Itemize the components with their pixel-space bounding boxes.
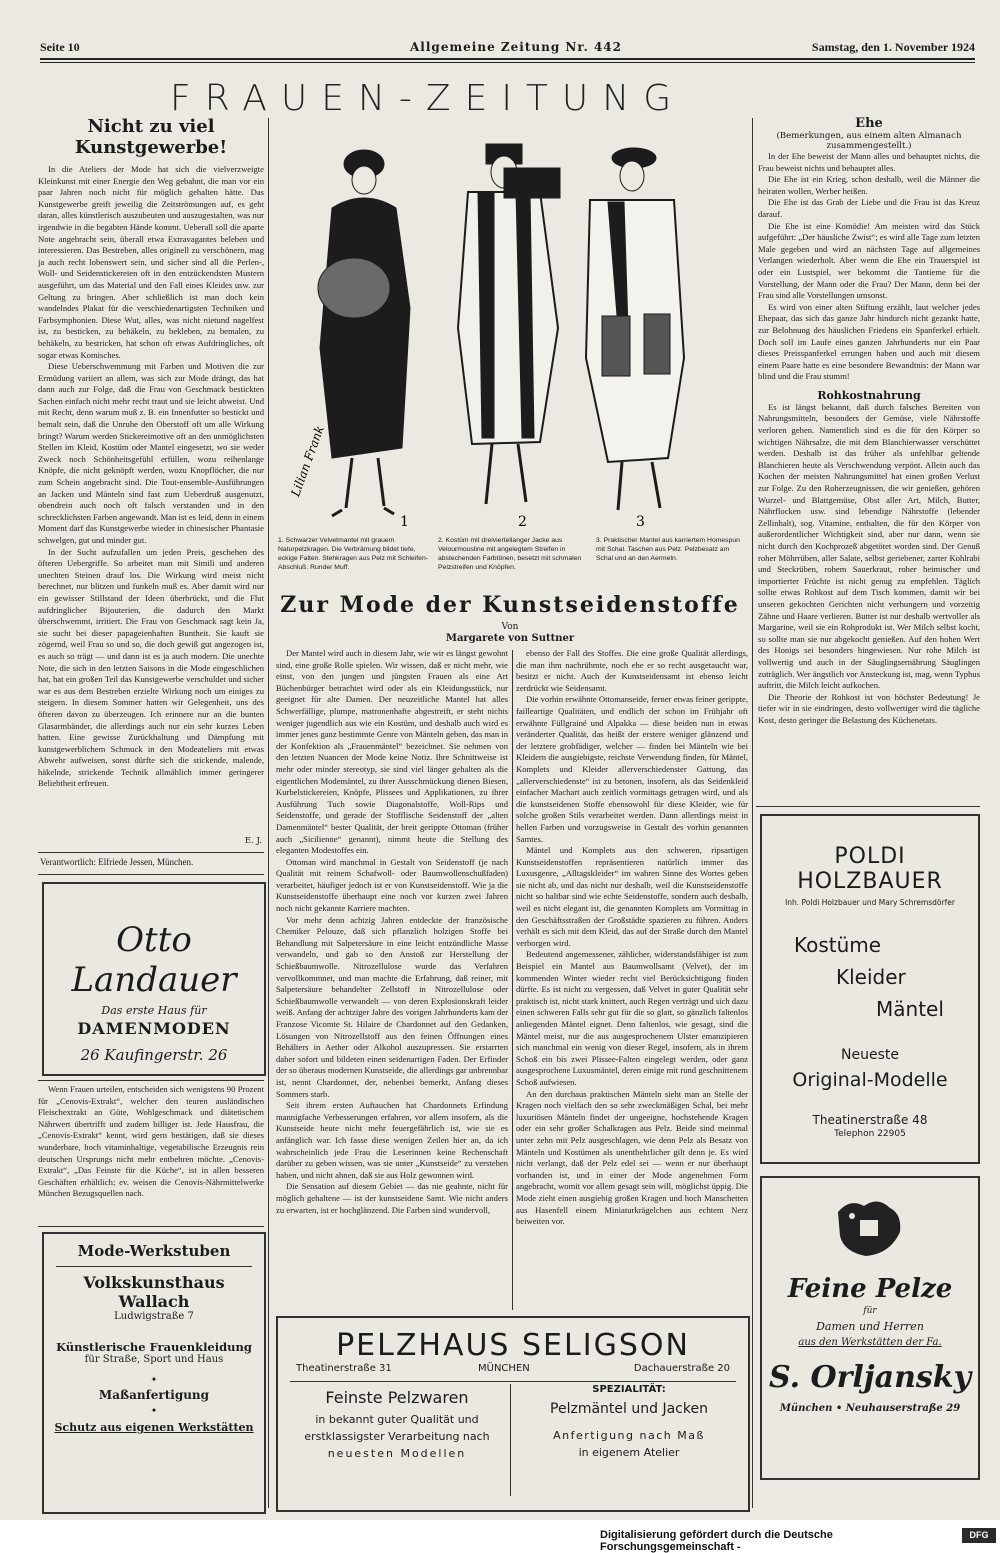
ad-line: Schutz aus eigenen Werkstätten bbox=[54, 1421, 254, 1434]
right-article2-body bbox=[758, 402, 980, 727]
column-rule-middle bbox=[512, 650, 513, 1310]
right-article2-title: Rohkostnahrung bbox=[817, 388, 921, 402]
paragraph: Die Ehe ist eine Komödie! Am meisten wird das Stück aufgeführt: „Der häusliche Zwist“; es wird alle Tage zum letzten Male gegeben und wird an nächsten Tage auf allgemeines Verlangen wiederholt. Aber wenn die Ehe ein Trauerspiel ist oder ein Lustspiel, wer bekommt die Tantieme für die Vorstellung, der Mann oder die Frau? Der Mann, denn bei der Frau sind alle Vorstellungen umsonst. bbox=[758, 220, 980, 301]
star-ornament: ✦ bbox=[150, 1375, 158, 1384]
ad-city: MÜNCHEN bbox=[478, 1363, 530, 1374]
illustrator-signature: Lilian Frank bbox=[288, 423, 327, 499]
ad-line: Feinste Pelzwaren bbox=[325, 1388, 469, 1407]
paragraph: Ottoman wird manchmal in Gestalt von Seidenstoff (je nach Qualität mit reinem Schafwoll- oder Baumwollenschußfaden) verarbeitet, häufiger jedoch ist er von Kunstseidenstoff. Wie ja die Kunstseidenstoffe überhaupt eine noch vor kurzen zwei Jahren noch nicht gekannte Karriere machten. bbox=[276, 856, 508, 914]
column-rule-left bbox=[268, 118, 269, 1508]
figure-woman-coat-3 bbox=[586, 148, 684, 510]
ad-line: erstklassigster Verarbeitung nach bbox=[304, 1430, 490, 1443]
left-article bbox=[38, 112, 264, 847]
fashion-illustration bbox=[272, 128, 747, 538]
figure-number: 3 bbox=[636, 514, 645, 530]
column-rule-right bbox=[752, 118, 753, 1508]
ad-brand: POLDI HOLZBAUER bbox=[797, 844, 943, 894]
divider bbox=[38, 874, 264, 875]
paragraph: ebenso der Fall des Stoffes. Die eine große Qualität allerdings, die man ihm nachrühmte, noch ehe er so recht ausgetaucht war, besitzt er nicht. Auch der Kunstseidensamt ist ebenso leicht zerdrückt wie Seidensamt. bbox=[516, 648, 748, 693]
ad-brand: Otto Landauer bbox=[71, 920, 237, 1000]
figure-caption: 1. Schwarzer Velvetmantel mit grauem Naturpelzkragen. Die Verbrämung bildet tiefe, eckige Falten. Stehkragen aus Pelz mit Schleifen-Abschluß. Runder Muff. bbox=[278, 537, 428, 571]
ad-address: 26 Kaufingerstr. 26 bbox=[80, 1046, 228, 1064]
right-article-title: Ehe bbox=[855, 116, 883, 131]
ad-poldi-holzbauer bbox=[760, 814, 980, 1164]
cenovis-notice bbox=[38, 1084, 264, 1224]
ad-street: Ludwigstraße 7 bbox=[114, 1311, 194, 1322]
ad-wallach bbox=[42, 1232, 266, 1514]
paragraph: Wenn Frauen urteilen, entscheiden sich wenigstens 90 Prozent für „Cenovis-Extrakt“, welcher den teuren ausländischen Fleischextrakt an Güte, Wohlgeschmack und diätetischem Nährwert übertrifft und zudem billiger ist. Jede Hausfrau, die „Cenovis-Extrakt“ kennt, wird gern bestätigen, daß sie dieses wunderbare, hoch vitaminhaltige, vegetabilische Erzeugnis rein deutschen Ursprungs nicht mehr entbehren möchte. „Cenovis-Extrakt“, „Das Feinste für die Küche“, ist in allen besseren Geschäften erhältlich; ev. weisen die Cenovis-Nährmittelwerke München Bezugsquellen nach. bbox=[38, 1084, 264, 1199]
ad-line: in eigenem Atelier bbox=[578, 1446, 680, 1459]
ad-line: Damen und Herren bbox=[816, 1320, 924, 1333]
ad-line: für bbox=[863, 1306, 877, 1316]
middle-article-col1 bbox=[276, 648, 508, 1310]
ad-line: Original-Modelle bbox=[792, 1069, 948, 1091]
figure-number: 1 bbox=[400, 514, 409, 530]
dfg-logo: DFG bbox=[962, 1528, 996, 1543]
footer bbox=[600, 1527, 1000, 1553]
byline-author: Margarete von Suttner bbox=[445, 633, 575, 644]
ad-line: Maßanfertigung bbox=[98, 1388, 210, 1402]
ad-right-block bbox=[518, 1384, 740, 1459]
paragraph: In der Ehe beweist der Mann alles und behauptet nichts, die Frau beweist nichts und behauptet alles. bbox=[758, 151, 980, 173]
ad-rule bbox=[56, 1266, 252, 1267]
figure-caption: 3. Praktischer Mantel aus karriertem Homespun mit Schal. Taschen aus Pelz. Pelzbesatz am Schal und an den Aermeln. bbox=[596, 537, 740, 562]
ad-rule bbox=[290, 1381, 736, 1382]
paragraph: Die Sensation auf diesem Gebiet — das nie geahnte, nicht für möglich gehaltene — ist der kunstseidene Samt. Wie nicht anders zu erwarten, ist er hochglänzend. Die Farben sind wundervoll, bbox=[276, 1181, 508, 1215]
ad-line: Volkskunsthaus bbox=[83, 1273, 225, 1292]
fur-animal-logo-icon bbox=[830, 1192, 910, 1262]
paragraph: Mäntel und Komplets aus den schweren, ripsartigen Kunstseidenstoffen repräsentieren natürlich immer das Luxusgenre, „Alltagskleider“ im wahren Sinne des Wortes geben sie nicht ab, und das nicht nur deshalb, weil die Kunstseidenstoffe nicht so haltbar sind wie echte Seidenstoffe, sondern auch deshalb, weil es nicht elegant ist, die genannten Komplets am Vormittag in den Geschäftsstraßen der Großstädte spazieren zu führen. Anders verhält es sich mit dem Kleid, das auf der Straße durch den Mantel verborgen wird. bbox=[516, 845, 748, 948]
left-article-signature: E. J. bbox=[244, 836, 262, 846]
divider bbox=[38, 1080, 264, 1081]
figure-number: 2 bbox=[518, 514, 527, 530]
header-rule bbox=[40, 58, 975, 60]
ad-address: Dachauerstraße 20 bbox=[633, 1363, 730, 1374]
ad-line: Das erste Haus für bbox=[101, 1004, 207, 1017]
ad-phone: Telephon 22905 bbox=[834, 1129, 906, 1139]
ad-owner: Inh. Poldi Holzbauer und Mary Schremsdörfer bbox=[785, 898, 955, 907]
ad-line: Kleider bbox=[836, 965, 906, 989]
ad-address: Theatinerstraße 48 bbox=[812, 1113, 928, 1127]
ad-address: Theatinerstraße 31 bbox=[296, 1363, 392, 1374]
paragraph: Die Ehe ist ein Krieg, schon deshalb, weil die Männer die heiraten wollen, Werber heißen. bbox=[758, 174, 980, 196]
star-ornament: ✦ bbox=[150, 1406, 158, 1415]
figure-caption: 2. Kostüm mit dreiviertellanger Jacke aus Velourmousline mit angelegtem Streifen in abstechenden Farbtönen, besetzt mit schmalen Pelzstreifen und Knöpfen. bbox=[438, 537, 582, 571]
ad-divider bbox=[510, 1384, 511, 1496]
ad-orljansky bbox=[760, 1176, 980, 1480]
responsible-editor: Verantwortlich: Elfriede Jessen, München. bbox=[40, 857, 194, 867]
figure-captions bbox=[278, 536, 746, 596]
divider bbox=[38, 852, 264, 853]
ad-heading: Feine Pelze bbox=[787, 1274, 953, 1304]
ad-line: DAMENMODEN bbox=[77, 1019, 231, 1038]
ad-line: Neueste bbox=[841, 1047, 899, 1063]
figure-woman-coat-1 bbox=[318, 150, 410, 516]
right-article-body bbox=[758, 151, 980, 383]
ad-line: Anfertigung nach Maß bbox=[553, 1429, 705, 1442]
ad-line: Mäntel bbox=[876, 997, 944, 1021]
ad-pelzhaus-seligson bbox=[276, 1316, 750, 1512]
ad-line: für Straße, Sport und Haus bbox=[84, 1354, 224, 1365]
paragraph: Die Ehe ist das Grab der Liebe und die Frau ist das Kreuz darauf. bbox=[758, 197, 980, 219]
middle-article-title: Zur Mode der Kunstseidenstoffe bbox=[280, 592, 740, 618]
divider bbox=[756, 806, 980, 807]
paragraph: Vor mehr denn achtzig Jahren entdeckte der französische Chemiker Pelouze, daß sich pflanzlich holzigen Stoffe bei Behandlung mit Salpetersäure in eine leicht entzündliche Masse verwandeln, und gab so den Anstoß zur Herstellung der Schießbaumwolle. Nitrozellulose wurde das Verfahren vervollkommnet, und man machte die Erfahrung, daß reiner, mit Salpetersäure behandelter Zellstoff in Nitrozellulose oder Schießbaumwolle verwandelt — von deren Explosionskraft leider weiß. Anfang der achtziger Jahre des vorigen Jahrhunderts kam der Franzose Vicomte St. Hilaire de Chardonnet auf den Gedanken, Lösungen von Nitrozellstoff aus den feinen Öffnungen eines Behälters in Aether oder Alkohol auszupressen. Sie erstarrten daher sofort und bildeten einen seidenartigen Faden. Der Erfinder der so überaus modernen Kunstseide, die allerdings gar unbrennbar ist, nennt Chardonnet, der, nebenbei bemerkt, Anfang dieses Sommers starb. bbox=[276, 914, 508, 1099]
ad-line: Pelzmäntel und Jacken bbox=[550, 1401, 708, 1417]
ad-address-row bbox=[278, 1363, 748, 1377]
paragraph: An den durchaus praktischen Mänteln sieht man an Stelle der Kragen noch vielfach den so sehr zweckmäßigen Schal, bei mehr luxuriösen Mänteln findet der ungeeigne, hochstehende Kragen oder ein sehr großer Schalkragen aus Pelz. Beide sind meinmal unter zehn mit Pelz ausgeschlagen, wie denn Pelz als Besatz von Mänteln und Kostümen als unentbehrlicher gilt denn je. Es wird nicht verlangt, daß der Pelz edel sei — wenn er nur überhaupt vorhanden ist, und in einer der Mode angenehmen Form angebracht, womit vor allem gesagt sein will, möglichst üppig. Die Mode zieht einen ausgiebig großen Kragen und hoch Manschetten aus Hasenfell einem Miniaturkrägelchen aus echtem Nerz beiweiten vor. bbox=[516, 1088, 748, 1227]
ad-line: Künstlerische Frauenkleidung bbox=[56, 1340, 252, 1354]
right-article-subtitle: (Bemerkungen, aus einem alten Almanach zusammengestellt.) bbox=[776, 131, 962, 151]
ad-line: Wallach bbox=[118, 1292, 190, 1311]
ad-brand: PELZHAUS SELIGSON bbox=[336, 1328, 690, 1363]
paragraph: Bedeutend angemessener, zählicher, widerstandsfähiger ist zum Beispiel ein Mantel aus Baumwollsamt (Velvet), der im kommenden Winter wieder recht viel Berücksichtigung finden dürfte. Es ist nicht zu vergessen, daß Velvet in guter Qualität sehr praktisch ist, nicht stark knittert, auch Regen verträgt und sich dazu einen schweren Falls sehr gut für die so glatt, so gänzlich faltenlos anliegenden Mäntel eignet. Denn faltenlos, wie gesagt, sind die Mäntel meist, nur die aus ausgesprochenem Ulster emanzipieren sich manchmal ein wenig von dieser Regel, insofern, als in ihrem Schoß ein bis zwei Plissee-Falten eingelegt werden, oder ganz ausgesprochene Luxusmäntel, deren einige mit rund geschnittenem Schoß aufwiesen. bbox=[516, 949, 748, 1087]
paragraph: Der Mantel wird auch in diesem Jahr, wie wir es längst gewohnt sind, eine große Rolle spielen. Wir wissen, daß er nicht mehr, wie einst, von den jungen und jüngsten Frauen als eine Art Büchenbürger betrachtet wird oder als ein Kleidungsstück, nur geeignet für alte Damen. Der neuzeitliche Mantel hat alles Schwerfällige, plumpe, matronenhafte abgestreift, er steht nichts weniger jugendlich aus wie ein Kostüm, und deshalb auch wird es immer jenes ganz bestimmte Genre von Mänteln geben, das man in der Konfektion als „Frauenmäntel“ bezeichnet. Sie nehmen von den letzten Nuancen der Mode keine Notiz. Ihre Schnittweise ist mehr oder minder stereotyp, sie sind viel länger gehalten als die eigentlichen Modemäntel, zu ihrer Ausschmückung dienen Biesen, Kurbelstickereien, Knöpfe, Plissees und Applikationen, zu ihrer Ausführung Tuch sowie Diagonalstoffe, Woll-Rips und Seidenstoffe, und gerade der Stofflische Seidenstoff der „alten Damenmäntel“ bester Qualität, der breit gerippte Ottoman (früher auch „Sicilienne“ genannt), nimmt heute die Stellung des eleganten Modestoffes ein. bbox=[276, 648, 508, 856]
paragraph: In der Sucht aufzufallen um jeden Preis, geschehen des öfteren Uebergriffe. So arbeitet man mit Simili und anderen unechten Steinen drauf los. Die Wirkung wird meist nicht berechnet, nur blitzen und funkeln muß es. Aber damit wird nur ein gewisser Stillstand der Ideen überbrückt, und die Flut aufdringlicher Bijouterien, die dadurch den Markt überschwemmt, irritiert. Die Frau von Geschmack sagt kein Ja, sie sucht bei dieser papageienhaften Buntheit. Sie kauft sie zögernd, weil Frau so und so, die doch gewiß gut angezogen ist, es auch so trägt — und dann ist es ja auch modern. Die unechte Note, die sich in den letzten Saisons in die Mode eingeschlichen hat, hat ein großen Teil das Kunstgewerbe verschuldet und sicher war es aus dem Bestreben erzielte Wirkung noch um einiges zu steigern. In diesem Sommer hatten wir Gelegenheit, uns des öfteren davon zu überzeugen. Ich erinnere nur an die bunten Glasarmbänder, die allerdings auch nur ein sehr kurzes Leben hatten. Eine gewisse Zurückhaltung und Dämpfung mit kunstgewerblichem Schmuck in den Modeateliers mit etwas Abwehr aufweisen, sonst dürfte sich die stickende, malende, häkelnde, strickende Technik allmählich immer geringerer Beliebtheit erfreuen. bbox=[38, 546, 264, 789]
ad-line: SPEZIALITÄT: bbox=[592, 1384, 666, 1395]
divider bbox=[38, 1226, 264, 1227]
paragraph: Die Theorie der Rohkost ist von höchster Bedeutung! Je tiefer wir in sie eindringen, desto vollwertiger wird die tägliche Kost, desto geringer die Belastung des Küchenetats. bbox=[758, 691, 980, 725]
ad-address: München • Neuhauserstraße 29 bbox=[779, 1403, 961, 1414]
ad-left-block bbox=[292, 1388, 502, 1460]
ad-line: aus den Werkstätten der Fa. bbox=[798, 1337, 942, 1348]
figure-woman-suit-2 bbox=[458, 144, 560, 504]
ad-otto-landauer bbox=[42, 882, 266, 1076]
newspaper-name: Allgemeine Zeitung Nr. 442 bbox=[410, 40, 622, 54]
running-header bbox=[40, 40, 975, 56]
right-articles bbox=[758, 112, 980, 802]
left-article-title: Nicht zu viel Kunstgewerbe! bbox=[74, 116, 228, 158]
paragraph: In die Ateliers der Mode hat sich die vielverzweigte Kleinkunst mit einer Energie den Weg gebahnt, die man vor ein paar Jahren noch nicht für möglich gehalten hätte. Das Kunstgewerbe greift jeweilig die Zeitströmungen auf, es geht daran, alles künstlerisch auszubeuten und auszugestalten, was nur irgendwie in die begabten Hände kommt. Ueberall soll die aparte Note angebracht sein, überall etwa Extravagantes beleben und interessieren. Das Bestreben, alles originell zu verschönern, mag ja auch recht lobenswert sein, und sicher sind all die Perlen-, Woll- und Seidenstickereien oft in den entzückendsten Mustern ausgeführt, um das Material und den Fall eines Kleides usw. zur Geltung zu bringen. Aber schließlich ist man doch kein wandelndes Plakat für die verschiedenartigsten Techniken und Farbsymphonien. Diese Wut, alles, was nicht nietund nagelfest ist, zu besticken, zu behäkeln, zu bekleben, zu bemalen, zu behäkeln, zu bestricken, hat schon oft etwas Aufdringliches, oft sogar etwas Komisches. bbox=[38, 164, 264, 360]
page-number: Seite 10 bbox=[40, 40, 80, 54]
ad-brand: S. Orljansky bbox=[768, 1360, 972, 1395]
paragraph: Es wird von einer alten Stiftung erzählt, laut welcher jedes Ehepaar, das sich das ganze Jahr hindurch nicht gezankt hatte, zur Belohnung des häuslichen Friedens ein Spanferkel erhielt. Doch soll im Laufe eines ganzen Jahrhunderts nur ein Paar dieses Preisspanferkel errungen haben und auch mit diesem einem Paare hatte es eine besondere Bewandtnis: der Mann war blind und die Frau stumm! bbox=[758, 301, 980, 382]
ad-line: neuesten Modellen bbox=[327, 1447, 467, 1460]
section-title: FRAUEN-ZEITUNG bbox=[170, 78, 686, 119]
paragraph: Diese Ueberschwemmung mit Farben und Motiven die zur Ermüdung variiert an allem, was sich zur Mode drängt, das hat dann auch zur Folge, daß die Frau von Geschmack bestickten Sachen einfach nicht mehr recht traut und sie leicht abweist. Und mit Recht, denn warum muß z. B. ein Innenfutter so bestickt und bemalt sein, daß die Unruhe den Oberstoff oft um alle Wirkung bringt? Warum werden Stickereimotive oft an den unmöglichsten Stellen im Kleid, Kostüm oder Mantel eingesetzt, wo sie weder Zweck noch Schönheitsgefühl erfüllen, wozu reihenlange Knöpfe, die nicht geknöpft werden, wozu Knopflöcher, die nur zum Schein angebracht sind. Die Tout-ensemble-Ausführungen an Jacken und Mänteln sind fast zum Ueberdruß ausgenutzt, obendrein auch noch oft falsch verstanden und in den schrecklichsten Farben angewandt. Man ist es leid, denn in einem Moment darf das Kunstgewerbe wieder in chinesischer Phantasie schwelgen, gut und minder gut. bbox=[38, 361, 264, 545]
middle-article-col2 bbox=[516, 648, 748, 1310]
footer-text: Digitalisierung gefördert durch die Deutsche Forschungsgemeinschaft - bbox=[600, 1529, 833, 1553]
ad-line: in bekannt guter Qualität und bbox=[315, 1413, 479, 1426]
issue-date: Samstag, den 1. November 1924 bbox=[811, 40, 975, 54]
left-article-body bbox=[38, 164, 264, 790]
ad-heading: Mode-Werkstuben bbox=[77, 1242, 231, 1260]
paragraph: Seit ihrem ersten Auftauchen hat Chardonnets Erfindung mannigfache Verbesserungen erfahren, vor allem insofern, als die Kunstseide heute nicht mehr feuergefährlich ist, wie sie es anfänglich war. Ich fasse diese wenigen Zeilen hier an, da ich wahrscheinlich jede Frau die Leserinnen keine Rechenschaft darüber zu geben wissen, was sie unter „Kunstseide“ zu verstehen haben, und nicht ahnen, daß sie aus Holz gewonnen wird. bbox=[276, 1100, 508, 1180]
paragraph: Die vorhin erwähnte Ottomanseide, ferner etwas feiner gerippte, failleartige Qualitäten, und endlich der schon im Frühjahr oft erwähnte Füllgrainé und Alpakka — diese beiden nun in etwas veränderter Qualität, das heißt der erstere weniger glänzend und der letztere grobfädiger, welcher — finden bei Mänteln wie bei Kleidern die ausgiebigste, reichste Verwendung finden, für Mäntel, Komplets und Kleider allerverschiedenster Gattung, das „allerverschiedenste“ ist zu betonen, insofern, als das Seidenkleid einfacher Machart auch zeitlich vormittags getragen wird, und als die kunstseidenen Stoffe ebensowohl für diese Kleider, wie für solche großen Stils verarbeitet werden. Dann allerdings meist in hellen Farben und vorzugsweise in Gestalt des vorhin genannten Samtes. bbox=[516, 694, 748, 844]
header-rule-thin bbox=[40, 62, 975, 63]
byline-von: Von bbox=[501, 622, 519, 632]
ad-line: Kostüme bbox=[794, 933, 882, 957]
paragraph: Es ist längst bekannt, daß durch falsches Bereiten von Nahrungsmitteln, besonders der Gemüse, viele Nährstoffe verloren gehen. Namentlich sind es die für den Körper so wichtigen Nährsalze, die mit dem Blanchierwasser verschüttet werden. Deshalb ist das früher als unfehlbar geltende Blanchieren heute als Verschwendung verpönt. Allein auch das Kochen der meisten Nahrungsmittel hat einen großen Verlust zur Folge. Zu den Roherzeugnissen, die wir genießen, gehören Wurzel- und Blattgemüse, Obst aller Art, Milch, Butter, Nährflocken usw. sind lebendige Nährstoffe (lebender Zellinhalt), sog. Vitamine, enthalten, die für den Körper von außerordentlicher Wichtigkeit sind, aber nur dann, wenn sie nicht durch den Kochprozeß abgetötet worden sind. Der Genuß roher Möhrrüben, aller Salate, selbst geriebener, zarter Kohlrabi und Steckrüben, rohem Sauerkraut, roher heimischer und importierter Früchte ist nicht genug zu empfehlen. Täglich sollte etwas Rohkost auf dem Tisch kommen, damit wir bei unseren gekochten Gerichten nicht verhungern und vorzeitig Zähne und Haare verlieren. Butter ist nur deshalb wertvoller als Margarine, weil sie ein Rohprodukt ist. Wer Milch selbst kocht, so sollte man sie nur abgekocht genießen. Auf den hohen Wert des Honigs sei besonders hingewiesen. Nur rohe Milch ist vollwertig und auch in der Säuglingsernährung Säuglingen zuträglich. Wer ängstlich vor Ansteckung ist, mag, wenn Typhus auftritt, die Milch leicht aufkochen. bbox=[758, 401, 980, 691]
